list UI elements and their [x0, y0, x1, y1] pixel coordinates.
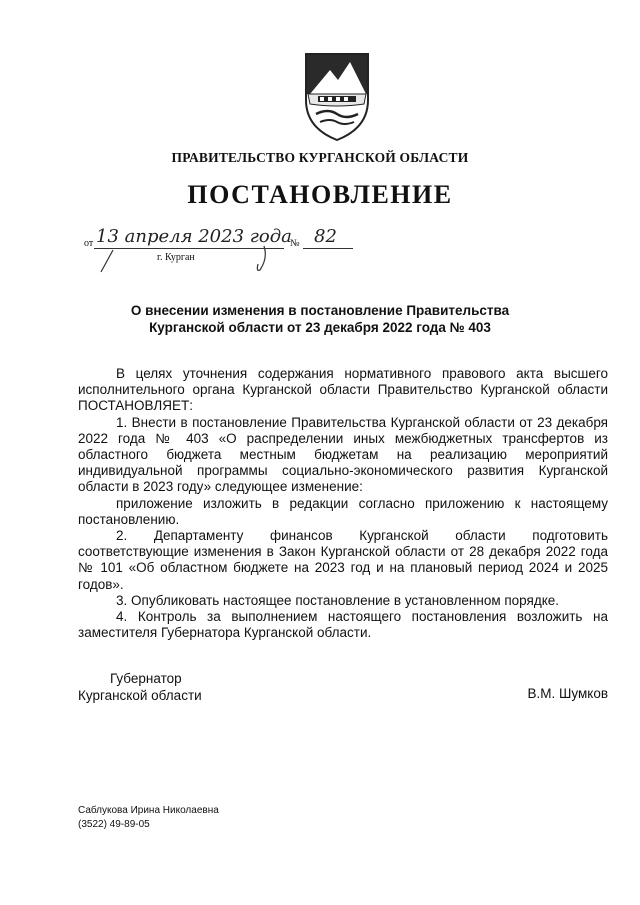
- handwriting-stroke-right: [250, 244, 270, 274]
- number-label: №: [290, 238, 300, 249]
- body-item-1: 1. Внести в постановление Правительства Курганской области от 23 декабря 2022 года № 403 «О распределении иных межбюджетных трансфертов из областного бюджета местным бюджетам на реализацию мероприятий индивидуальной программы социально-экономического развития Курганской области в 2023 году» следующее изменение:: [78, 414, 608, 495]
- kurgan-coat-of-arms-icon: [300, 50, 374, 144]
- executor-phone: (3522) 49-89-05: [78, 819, 150, 830]
- signer-name: В.М. Шумков: [527, 686, 608, 701]
- date-from-label: от: [84, 238, 94, 249]
- executor-name: Саблукова Ирина Николаевна: [78, 805, 219, 816]
- signer-title-line-2: Курганской области: [78, 688, 202, 703]
- handwritten-date: 13 апреля 2023 года: [96, 226, 292, 247]
- city-label: г. Курган: [157, 252, 195, 263]
- body-item-3: 3. Опубликовать настоящее постановление в установленном порядке.: [116, 592, 560, 608]
- signer-title-line-1: Губернатор: [110, 671, 182, 686]
- government-name: ПРАВИТЕЛЬСТВО КУРГАНСКОЙ ОБЛАСТИ: [171, 150, 469, 165]
- subject-line-2: Курганской области от 23 декабря 2022 года № 403: [149, 320, 491, 335]
- subject-line-1: О внесении изменения в постановление Правительства: [130, 303, 510, 318]
- body-item-4: 4. Контроль за выполнением настоящего постановления возложить на заместителя Губернатора Курганской области.: [78, 609, 608, 641]
- document-type-title: ПОСТАНОВЛЕНИЕ: [187, 180, 453, 209]
- document-body: [78, 366, 608, 641]
- executor-contact: [78, 804, 219, 832]
- handwriting-stroke-left: [93, 248, 117, 274]
- body-item-1-sub: приложение изложить в редакции согласно приложению к настоящему постановлению.: [78, 495, 608, 527]
- document-subject: [0, 302, 640, 336]
- handwritten-number: 82: [314, 226, 337, 247]
- signer-title: [78, 670, 202, 704]
- body-preamble: В целях уточнения содержания нормативного правового акта высшего исполнительного органа Курганской области Правительство Курганской области ПОСТАНОВЛЯЕТ:: [78, 366, 608, 414]
- number-underline: [303, 248, 353, 249]
- body-item-2: 2. Департаменту финансов Курганской области подготовить соответствующие изменения в Закон Курганской области от 28 декабря 2022 года № 101 «Об областном бюджете на 2023 год и на плановый период 2024 и 2025 годов».: [78, 528, 608, 592]
